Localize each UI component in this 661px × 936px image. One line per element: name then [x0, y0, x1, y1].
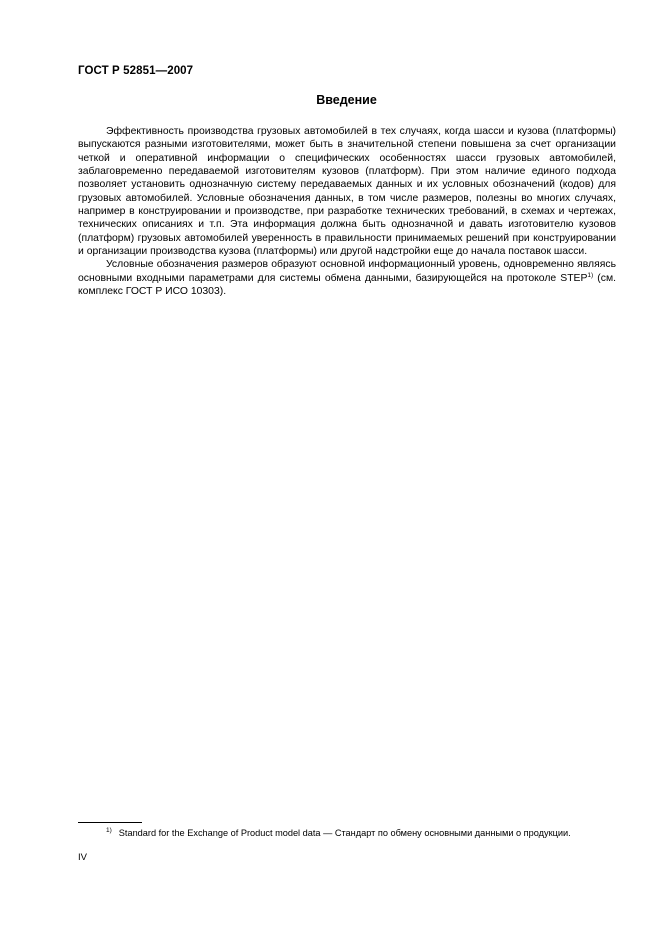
paragraph-2-text-after: (см. комплекс ГОСТ Р ИСО 10303). — [78, 272, 616, 298]
footnote-divider — [78, 822, 142, 823]
body-text — [78, 125, 616, 298]
page-number: IV — [78, 852, 87, 863]
section-title: Введение — [316, 93, 377, 107]
footnote-text: Standard for the Exchange of Product model data — Стандарт по обмену основными данными о продукции. — [118, 828, 571, 838]
paragraph-2 — [78, 258, 616, 298]
document-code: ГОСТ Р 52851—2007 — [78, 65, 194, 77]
paragraph-1: Эффективность производства грузовых автомобилей в тех случаях, когда шасси и кузова (платформы) выпускаются разными изготовителями, может быть в значительной степени повышена за счет организации четкой и оперативной информации о специфических особенностях шасси грузовых автомобилей, заблаговременно передаваемой изготовителям кузовов (платформ). При этом наличие единого подхода позволяет установить однозначную систему передаваемых данных и их условных обозначений (кодов) для грузовых автомобилей. Условные обозначения данных, в том числе размеров, полезны во многих случаях, например в конструировании и производстве, при разработке технических требований, в схемах и чертежах, технических описаниях и т.п. Эта информация должна быть однозначной и давать изготовителю кузовов (платформ) грузовых автомобилей уверенность в правильности принимаемых решений при конструировании и организации производства кузова (платформы) или другой надстройки еще до начала поставок шасси. — [78, 126, 616, 258]
footnote-marker: 1) — [106, 827, 112, 834]
footnote — [106, 828, 571, 838]
footnote-reference: 1) — [587, 271, 594, 279]
paragraph-2-text-before: Условные обозначения размеров образуют основной информационный уровень, одновременно являясь основными входными параметрами для системы обмена данными, базирующейся на протоколе STEP — [78, 259, 616, 284]
